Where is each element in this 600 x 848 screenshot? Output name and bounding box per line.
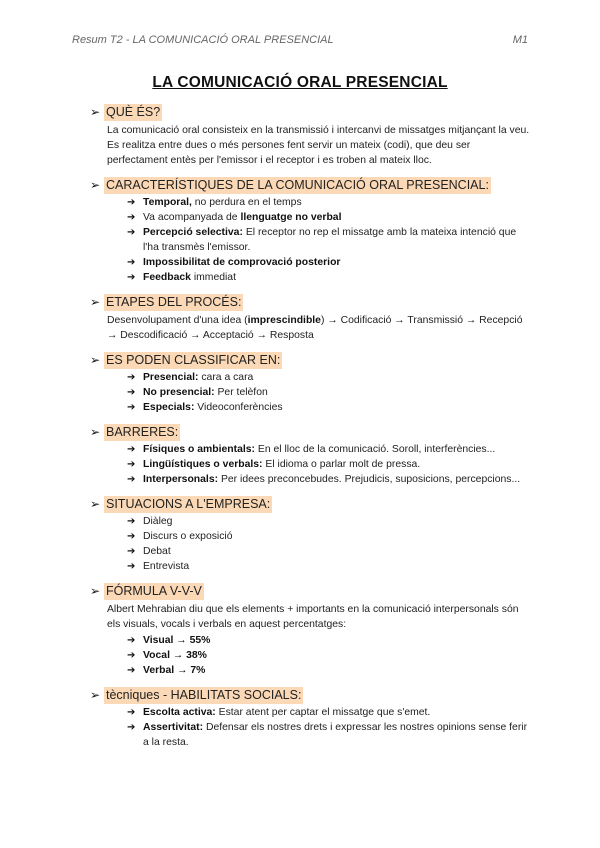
arrow-icon: ➔ — [127, 227, 136, 238]
document-body — [0, 104, 600, 759]
list-item: ➔ Diàleg — [127, 516, 173, 527]
arrow-icon: ➔ — [127, 257, 136, 268]
section-barreres — [0, 424, 600, 487]
heading-text: ES PODEN CLASSIFICAR EN: — [106, 353, 281, 367]
bullet-list — [0, 370, 600, 415]
section-etapes — [0, 294, 600, 343]
page-header — [72, 34, 528, 46]
list-item: ➔ Verbal → 7% — [127, 665, 206, 676]
bullet-arrow-icon: ➢ — [90, 178, 101, 192]
arrow-icon: ➔ — [127, 474, 136, 485]
bullet-arrow-icon: ➢ — [90, 688, 101, 702]
list-item: ➔ Lingüístiques o verbals: El idioma o parlar molt de pressa. — [127, 459, 421, 470]
heading-text: CARACTERÍSTIQUES DE LA COMUNICACIÓ ORAL PRESENCIAL: — [106, 178, 489, 192]
section-heading — [90, 424, 600, 441]
bullet-arrow-icon: ➢ — [90, 295, 101, 309]
bullet-list — [0, 514, 600, 574]
bullet-list — [0, 195, 600, 285]
arrow-icon: ➔ — [127, 707, 136, 718]
section-situacions — [0, 496, 600, 574]
arrow-icon: ➔ — [127, 546, 136, 557]
list-item: ➔ Discurs o exposició — [127, 531, 233, 542]
list-item: ➔ Visual → 55% — [127, 635, 211, 646]
bullet-arrow-icon: ➢ — [90, 105, 101, 119]
section-heading — [90, 177, 600, 194]
list-item: ➔ Entrevista — [127, 561, 190, 572]
list-item: ➔ Especials: Videoconferències — [127, 402, 283, 413]
heading-text: QUÈ ÉS? — [106, 105, 161, 119]
arrow-icon: ➔ — [127, 531, 136, 542]
list-item: ➔ No presencial: Per telèfon — [127, 387, 268, 398]
section-classificar — [0, 352, 600, 415]
bullet-list — [0, 705, 600, 750]
paragraph: Albert Mehrabian diu que els elements + importants en la comunicació interpersonals són els visuals, vocals i verbals en aquest percentatges: — [107, 604, 519, 630]
bullet-arrow-icon: ➢ — [90, 425, 101, 439]
arrow-icon: ➔ — [127, 459, 136, 470]
arrow-icon: ➔ — [127, 387, 136, 398]
arrow-icon: ➔ — [127, 516, 136, 527]
list-item: ➔ Interpersonals: Per idees preconcebudes. Prejudicis, suposicions, percepcions... — [127, 474, 521, 485]
list-item: ➔ Impossibilitat de comprovació posterior — [127, 257, 341, 268]
bullet-arrow-icon: ➢ — [90, 353, 101, 367]
page-title: LA COMUNICACIÓ ORAL PRESENCIAL — [152, 74, 448, 91]
heading-text: FÓRMULA V-V-V — [106, 584, 202, 598]
list-item: ➔ Percepció selectiva: El receptor no rep el missatge amb la mateixa intenció que l'ha transmès l'emissor. — [127, 227, 517, 253]
header-doc-title: Resum T2 - LA COMUNICACIÓ ORAL PRESENCIAL — [72, 34, 334, 46]
bullet-list — [0, 442, 600, 487]
arrow-icon: ➔ — [127, 650, 136, 661]
heading-text: BARRERES: — [106, 425, 179, 439]
section-heading — [90, 583, 600, 600]
section-caracteristiques — [0, 177, 600, 285]
arrow-icon: ➔ — [127, 561, 136, 572]
arrow-icon: ➔ — [127, 665, 136, 676]
section-heading — [90, 294, 600, 311]
bullet-arrow-icon: ➢ — [90, 497, 101, 511]
bullet-list — [0, 633, 600, 678]
list-item: ➔ Feedback immediat — [127, 272, 236, 283]
arrow-icon: ➔ — [127, 197, 136, 208]
section-heading — [90, 352, 600, 369]
list-item: ➔ Temporal, no perdura en el temps — [127, 197, 302, 208]
arrow-icon: ➔ — [127, 722, 136, 733]
arrow-icon: ➔ — [127, 212, 136, 223]
heading-text: ETAPES DEL PROCÉS: — [106, 295, 242, 309]
bullet-arrow-icon: ➢ — [90, 584, 101, 598]
header-module: M1 — [512, 34, 528, 46]
list-item: ➔ Presencial: cara a cara — [127, 372, 254, 383]
section-formula — [0, 583, 600, 678]
list-item: ➔ Escolta activa: Estar atent per captar el missatge que s'emet. — [127, 707, 431, 718]
arrow-icon: ➔ — [127, 635, 136, 646]
arrow-icon: ➔ — [127, 372, 136, 383]
section-habilitats — [0, 687, 600, 750]
section-heading — [90, 687, 600, 704]
paragraph: La comunicació oral consisteix en la transmissió i intercanvi de missatges mitjançant la veu. Es realitza entre dues o més persones fent servir un mateix (codi), que deu ser perfectament entès per l'emissor i el receptor i es troben al mateix lloc. — [107, 125, 530, 166]
arrow-icon: ➔ — [127, 402, 136, 413]
arrow-icon: ➔ — [127, 444, 136, 455]
list-item: ➔ Va acompanyada de llenguatge no verbal — [127, 212, 342, 223]
list-item: ➔ Debat — [127, 546, 171, 557]
list-item: ➔ Vocal → 38% — [127, 650, 207, 661]
section-que-es — [0, 104, 600, 168]
list-item: ➔ Físiques o ambientals: En el lloc de la comunicació. Soroll, interferències... — [127, 444, 496, 455]
list-item: ➔ Assertivitat: Defensar els nostres drets i expressar les nostres opinions sense ferir a la resta. — [127, 722, 528, 748]
arrow-icon: ➔ — [127, 272, 136, 283]
heading-text: tècniques - HABILITATS SOCIALS: — [106, 688, 302, 702]
paragraph: Desenvolupament d'una idea (imprescindible) → Codificació → Transmissió → Recepció → Descodificació → Acceptació → Resposta — [107, 315, 523, 341]
heading-text: SITUACIONS A L'EMPRESA: — [106, 497, 271, 511]
section-heading — [90, 496, 600, 513]
section-heading — [90, 104, 600, 121]
